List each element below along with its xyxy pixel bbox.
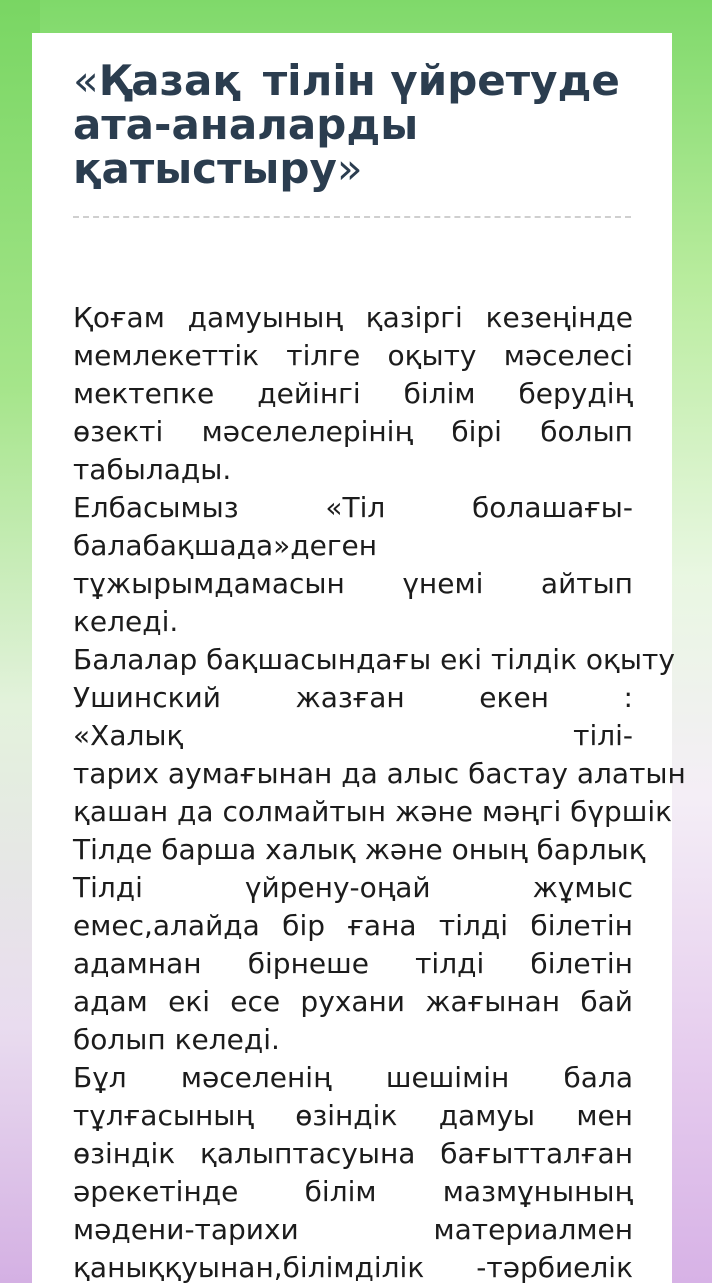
body-line: тарих аумағынан да алыс бастау алатын bbox=[73, 757, 686, 790]
body-line: Балалар бақшасындағы екі тілдік оқыту bbox=[73, 643, 675, 676]
title-word-2: тілін үйретуде bbox=[262, 56, 620, 105]
body-line: Тілді үйрену-оңай жұмыс bbox=[73, 871, 633, 904]
body-line: Қоғам дамуының қазіргі кезеңінде bbox=[73, 301, 633, 334]
body-line: Ушинский жазған екен : bbox=[73, 681, 633, 714]
body-line: тұжырымдамасын үнемі айтып bbox=[73, 567, 633, 600]
body-line: Тілде барша халық және оның барлық bbox=[73, 833, 646, 866]
body-line: емес,алайда бір ғана тілді білетін bbox=[73, 909, 633, 942]
body-line: Бұл мәселенің шешімін бала bbox=[73, 1061, 633, 1094]
body-line: Елбасымыз «Тіл болашағы- bbox=[73, 491, 633, 524]
article-card bbox=[32, 33, 686, 1283]
body-line: өзекті мәселелерінің бірі болып bbox=[73, 415, 633, 448]
article-body bbox=[73, 299, 686, 1283]
body-line: мектепке дейінгі білім берудің bbox=[73, 377, 633, 410]
body-line: балабақшада»деген bbox=[73, 529, 378, 562]
body-line: «Халық тілі- bbox=[73, 719, 633, 752]
title-divider bbox=[73, 216, 631, 218]
body-line: болып келеді. bbox=[73, 1023, 280, 1056]
title-line-2: ата-аналарды bbox=[73, 100, 419, 149]
article-title bbox=[73, 56, 633, 193]
body-line: қашан да солмайтын және мәңгі бүршік bbox=[73, 795, 673, 828]
body-line: табылады. bbox=[73, 453, 232, 486]
body-line: өзіндік қалыптасуына бағытталған bbox=[73, 1137, 633, 1170]
body-line: келеді. bbox=[73, 605, 179, 638]
body-line: адам екі есе рухани жағынан бай bbox=[73, 985, 633, 1018]
body-line: адамнан бірнеше тілді білетін bbox=[73, 947, 633, 980]
body-line: тұлғасының өзіндік дамуы мен bbox=[73, 1099, 633, 1132]
body-line: мәдени-тарихи материалмен bbox=[73, 1213, 633, 1246]
title-line-3: қатыстыру bbox=[73, 144, 337, 193]
title-word-1: Қазақ bbox=[98, 56, 241, 105]
body-line: мемлекеттік тілге оқыту мәселесі bbox=[73, 339, 633, 372]
title-open-quote: « bbox=[73, 56, 99, 105]
body-line: әрекетінде білім мазмұнының bbox=[73, 1175, 633, 1208]
body-line: қаныққуынан,білімділік -тәрбиелік bbox=[73, 1251, 633, 1283]
title-close-quote: » bbox=[336, 144, 363, 193]
